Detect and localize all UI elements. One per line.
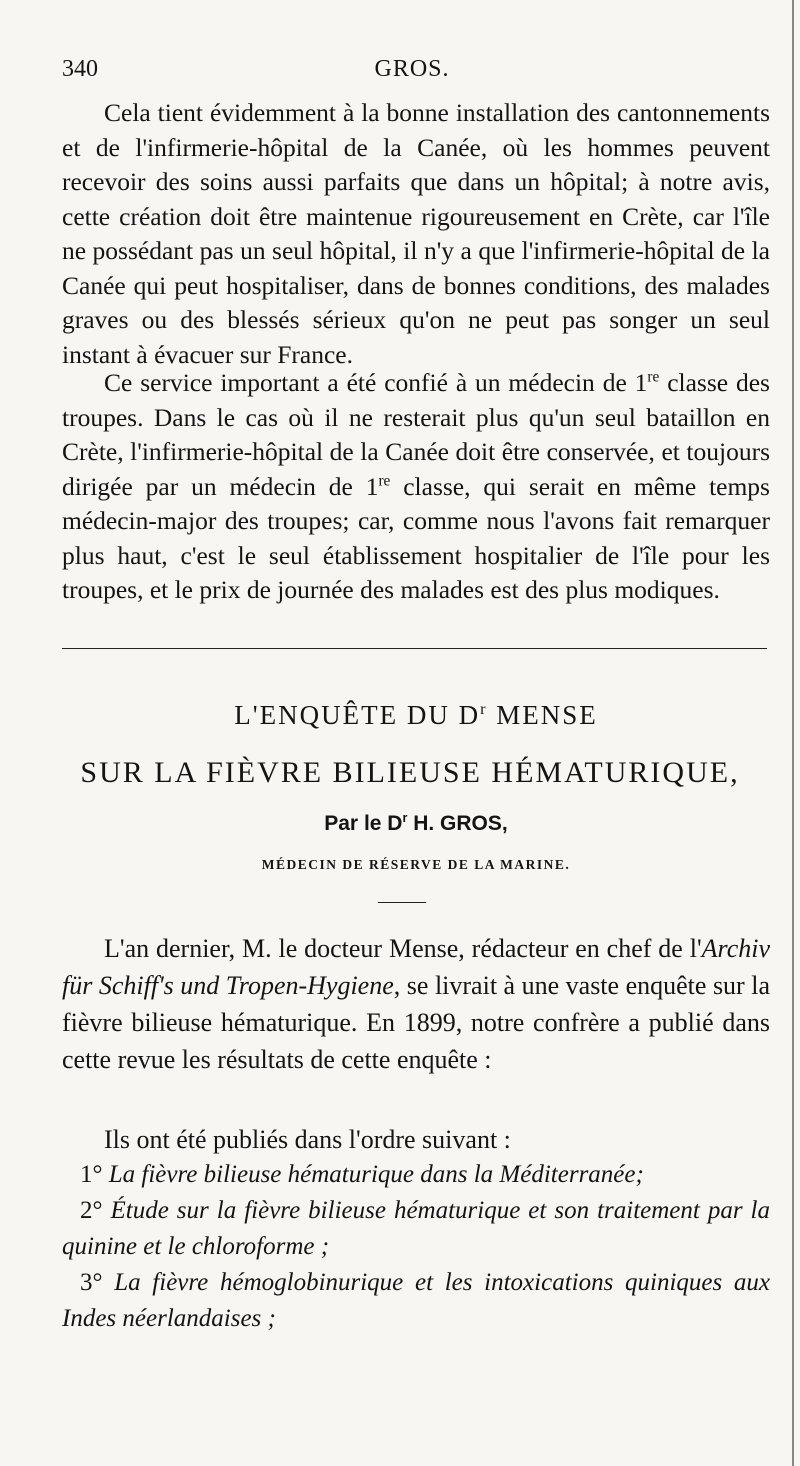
list-text: La fièvre hémoglobinurique et les intoxications quiniques aux Indes néerlandaises ;: [62, 1269, 771, 1332]
list-item: [62, 1157, 770, 1193]
list-number: 1°: [80, 1161, 103, 1188]
paragraph-2-text-a: Ce service important a été confié à un médecin de 1: [104, 368, 648, 397]
title-superscript: r: [480, 700, 488, 718]
title-text: MENSE: [487, 700, 598, 730]
article-title-line-1: [62, 700, 770, 731]
author-byline: [62, 812, 770, 836]
title-text: L'ENQUÊTE DU D: [234, 700, 481, 730]
section-divider: [62, 648, 767, 649]
article-title-line-2: SUR LA FIÈVRE BILIEUSE HÉMATURIQUE,: [80, 756, 740, 789]
paragraph-2: [62, 366, 770, 608]
page-number: 340: [62, 56, 98, 82]
page-header: [62, 56, 762, 90]
page-edge: [792, 0, 794, 1466]
paragraph-3-text-b: , se livrait à une vaste enquête sur la fièvre bilieuse hématurique. En 1899, notre confrère a publié dans cette revue les résultats de cette enquête :: [62, 971, 770, 1074]
list-number: 2°: [80, 1197, 103, 1224]
ordinal-superscript: re: [378, 472, 391, 489]
list-text: La fièvre bilieuse hématurique dans la Méditerranée;: [108, 1161, 644, 1188]
list-item: [62, 1193, 770, 1265]
paragraph-3: [62, 930, 770, 1078]
paragraph-1: Cela tient évidemment à la bonne installation des cantonnements et de l'infirmerie-hôpital de la Canée, où les hommes peuvent recevoir des soins aussi parfaits que dans un hôpital; à notre avis, cette création doit être maintenue rigoureusement en Crète, car l'île ne possédant pas un seul hôpital, il n'y a que l'infirmerie-hôpital de la Canée qui peut hospitaliser, dans de bonnes conditions, des malades graves ou des blessés sérieux qu'on ne peut pas songer un seul instant à évacuer sur France.: [62, 98, 770, 369]
byline-superscript: r: [402, 811, 408, 825]
paragraph-4: Ils ont été publiés dans l'ordre suivant :: [104, 1125, 511, 1154]
byline-text: Par le D: [324, 812, 403, 835]
running-title: GROS.: [374, 56, 450, 82]
ordinal-superscript: re: [647, 368, 660, 386]
paragraph-2-text-c: classe, qui serait en même temps médecin-major des troupes; car, comme nous l'avons fait remarquer plus haut, c'est le seul établissement hospitalier de l'île pour les troupes, et le prix de journée des malades est des plus modiques.: [62, 471, 770, 604]
list-number: 3°: [80, 1269, 103, 1296]
paragraph-3-text-a: L'an dernier, M. le docteur Mense, rédacteur en chef de l': [104, 934, 702, 963]
list-item: [62, 1265, 770, 1337]
short-divider: [378, 902, 426, 903]
list-text: Étude sur la fièvre bilieuse hématurique et son traitement par la quinine et le chloroforme ;: [62, 1197, 771, 1260]
author-affiliation: MÉDECIN DE RÉSERVE DE LA MARINE.: [261, 857, 571, 872]
byline-text: H. GROS,: [407, 812, 508, 835]
journal-title: Archiv für Schiff's und Tropen-Hygiene: [62, 934, 770, 1000]
paragraph-2-text-b: classe des troupes. Dans le cas où il ne resterait plus qu'un seul bataillon en Crète, l'infirmerie-hôpital de la Canée doit être conservée, et toujours dirigée par un médecin de 1: [62, 368, 770, 501]
